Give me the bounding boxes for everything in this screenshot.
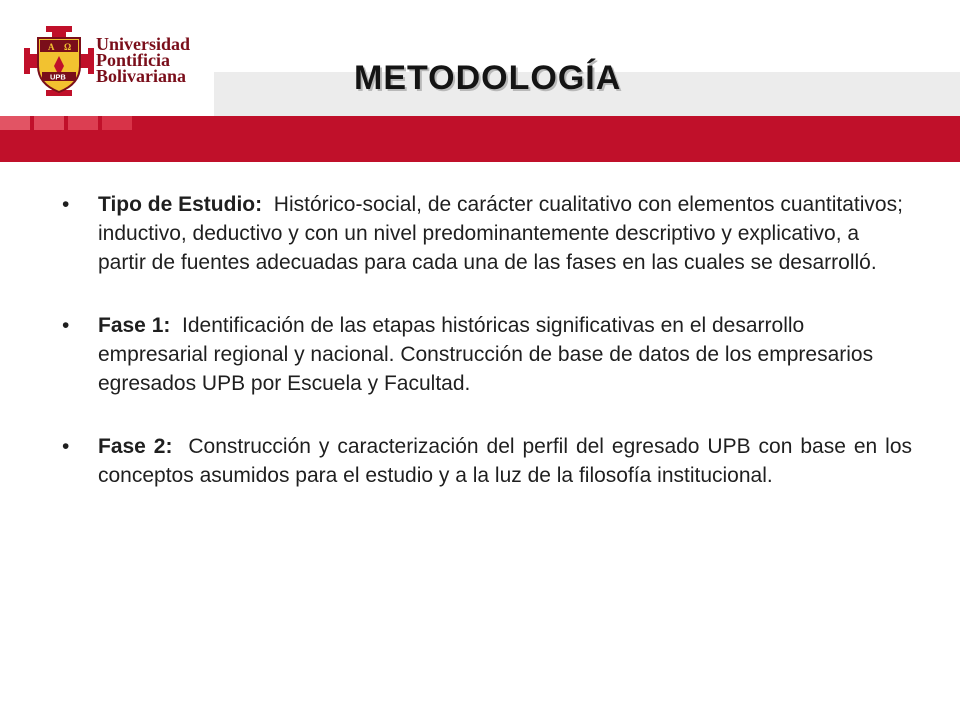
bullet-label: Fase 2: [98, 435, 189, 458]
strip-block [34, 116, 64, 130]
bullet-fase-2 [62, 432, 912, 490]
university-name-line-1: Universidad [96, 34, 191, 54]
bullet-marker: • [62, 435, 70, 458]
bullet-label: Fase 1: [98, 314, 183, 337]
strip-block [0, 116, 30, 130]
university-name-line-2: Pontificia [96, 50, 170, 70]
bullet-text: Identificación de las etapas históricas significativas en el desarrollo empresarial regional y nacional. Construcción de base de datos de los empresarios egresados UPB por Escuela y Facultad. [98, 314, 874, 395]
slide-title: METODOLOGÍA [354, 59, 622, 97]
red-divider-band [0, 116, 960, 162]
university-crest-icon [24, 26, 94, 96]
bullet-text: Histórico-social, de carácter cualitativo con elementos cuantitativos; inductivo, deductivo y con un nivel predominantemente descriptivo y explicativo, a partir de fuentes adecuadas para cada una de las fases en las cuales se desarrolló. [98, 193, 903, 274]
bullet-label: Tipo de Estudio: [98, 193, 274, 216]
strip-block [68, 116, 98, 130]
bullet-text: Construcción y caracterización del perfil del egresado UPB con base en los conceptos asumidos para el estudio y a la luz de la filosofía institucional. [98, 435, 913, 487]
bullet-fase-1 [62, 311, 912, 398]
bullet-marker: • [62, 193, 70, 216]
university-logo [24, 26, 214, 96]
strip-block [102, 116, 132, 130]
crest-upb: UPB [50, 72, 66, 82]
slide-body [62, 190, 912, 524]
decorative-strip [0, 116, 136, 130]
bullet-marker: • [62, 314, 70, 337]
crest-letter-omega: Ω [64, 42, 72, 52]
crest-letter-a: A [48, 42, 55, 52]
university-name [96, 36, 190, 84]
bullet-tipo-de-estudio [62, 190, 912, 277]
university-name-line-3: Bolivariana [96, 66, 187, 86]
